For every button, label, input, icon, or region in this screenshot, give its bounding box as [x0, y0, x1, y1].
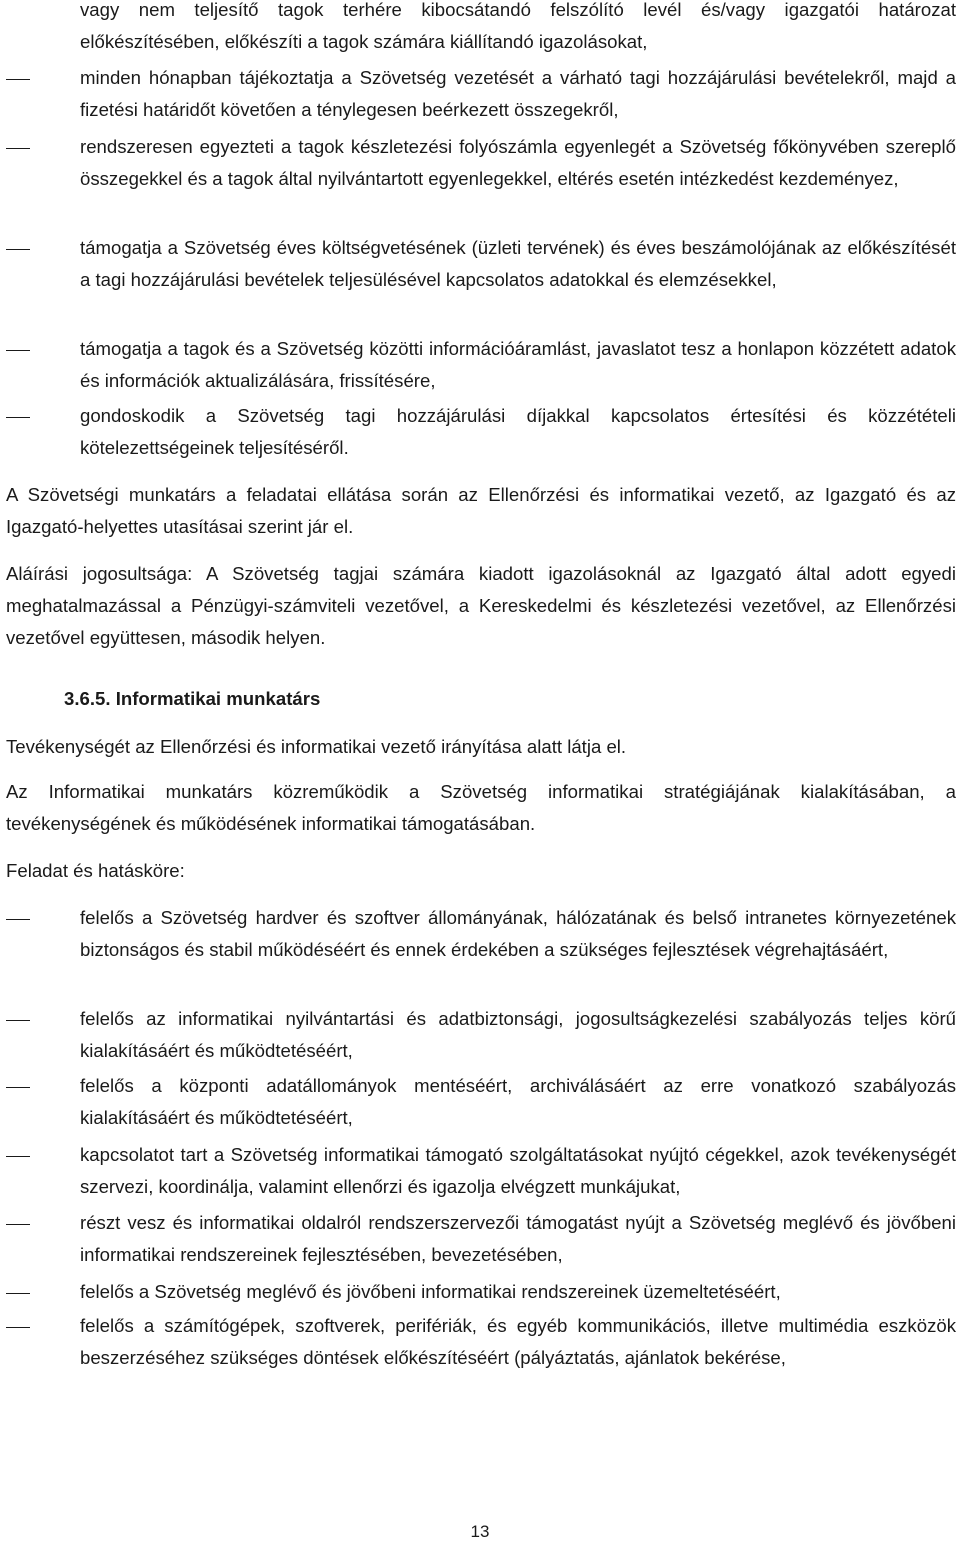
list-item: felelős az informatikai nyilvántartási és adatbiztonsági, jogosultságkezelési szabályozás teljes körű kialakításáért és működtetéséért, [80, 1008, 956, 1061]
section-title: Informatikai munkatárs [115, 688, 321, 709]
list-item: felelős a Szövetség meglévő és jövőbeni informatikai rendszereinek üzemeltetéséért, [80, 1281, 781, 1302]
dash-bullet-icon [6, 1293, 30, 1294]
dash-bullet-icon [6, 417, 30, 418]
list-item: felelős a számítógépek, szoftverek, perifériák, és egyéb kommunikációs, illetve multimédia eszközök beszerzéséhez szükséges döntések előkészítéséért (pályáztatás, ajánlatok bekérése, [80, 1315, 956, 1368]
tasks-label: Feladat és hatásköre: [6, 860, 185, 881]
list-item: kapcsolatot tart a Szövetség informatikai támogató szolgáltatásokat nyújtó cégekkel, azok tevékenységét szervezi, koordinálja, valamint ellenőrzi és igazolja elvégzett munkájukat, [80, 1144, 956, 1197]
list-item: támogatja a Szövetség éves költségvetésének (üzleti tervének) és éves beszámolójának az előkészítését a tagi hozzájárulási bevételek teljesülésével kapcsolatos adatokkal és elemzésekkel, [80, 237, 956, 290]
list-item: felelős a Szövetség hardver és szoftver állományának, hálózatának és belső intranetes környezetének biztonságos és stabil működéséért és ennek érdekében a szükséges fejlesztések végrehajtásáért, [80, 907, 956, 960]
dash-bullet-icon [6, 249, 30, 250]
list-item: támogatja a tagok és a Szövetség közötti információáramlást, javaslatot tesz a honlapon közzétett adatok és információk aktualizálására, frissítésére, [80, 338, 956, 391]
paragraph-signature-rights: Aláírási jogosultsága: A Szövetség tagjai számára kiadott igazolásoknál az Igazgató által adott egyedi meghatalmazással a Pénzügyi-számviteli vezetővel, a Kereskedelmi és készletezési vezetővel, az Ellenőrzési vezetővel együttesen, második helyen. [6, 563, 956, 648]
dash-bullet-icon [6, 1087, 30, 1088]
paragraph-role: Az Informatikai munkatárs közreműködik a Szövetség informatikai stratégiájának kialakításában, a tevékenységének és működésének informatikai támogatásában. [6, 781, 956, 834]
page-number: 13 [470, 1522, 490, 1541]
dash-bullet-icon [6, 148, 30, 149]
dash-bullet-icon [6, 79, 30, 80]
dash-bullet-icon [6, 1224, 30, 1225]
dash-bullet-icon [6, 1156, 30, 1157]
list-item: rendszeresen egyezteti a tagok készletezési folyószámla egyenlegét a Szövetség főkönyvében szereplő összegekkel és a tagok által nyilvántartott egyenlegekkel, eltérés esetén intézkedést kezdeményez, [80, 136, 956, 189]
paragraph-supervision: A Szövetségi munkatárs a feladatai ellátása során az Ellenőrzési és informatikai vezető, az Igazgató és az Igazgató-helyettes utasításai szerint jár el. [6, 484, 956, 537]
list-item: gondoskodik a Szövetség tagi hozzájárulási díjakkal kapcsolatos értesítési és közzétételi kötelezettségeinek teljesítéséről. [80, 405, 956, 458]
list-item-continuation: vagy nem teljesítő tagok terhére kibocsátandó felszólító levél és/vagy igazgatói határozat előkészítésében, előkészíti a tagok számára kiállítandó igazolásokat, [80, 0, 956, 52]
section-number: 3.6.5. [64, 688, 111, 709]
dash-bullet-icon [6, 350, 30, 351]
dash-bullet-icon [6, 1020, 30, 1021]
dash-bullet-icon [6, 1327, 30, 1328]
section-heading [64, 683, 320, 715]
dash-bullet-icon [6, 919, 30, 920]
paragraph-direction: Tevékenységét az Ellenőrzési és informatikai vezető irányítása alatt látja el. [6, 736, 627, 757]
list-item: felelős a központi adatállományok mentéséért, archiválásáért az erre vonatkozó szabályozás kialakításáért és működtetéséért, [80, 1075, 956, 1128]
list-item: minden hónapban tájékoztatja a Szövetség vezetését a várható tagi hozzájárulási bevételekről, majd a fizetési határidőt követően a ténylegesen beérkezett összegekről, [80, 67, 956, 120]
list-item: részt vesz és informatikai oldalról rendszerszervezői támogatást nyújt a Szövetség meglévő és jövőbeni informatikai rendszereinek fejlesztésében, bevezetésében, [80, 1212, 956, 1265]
